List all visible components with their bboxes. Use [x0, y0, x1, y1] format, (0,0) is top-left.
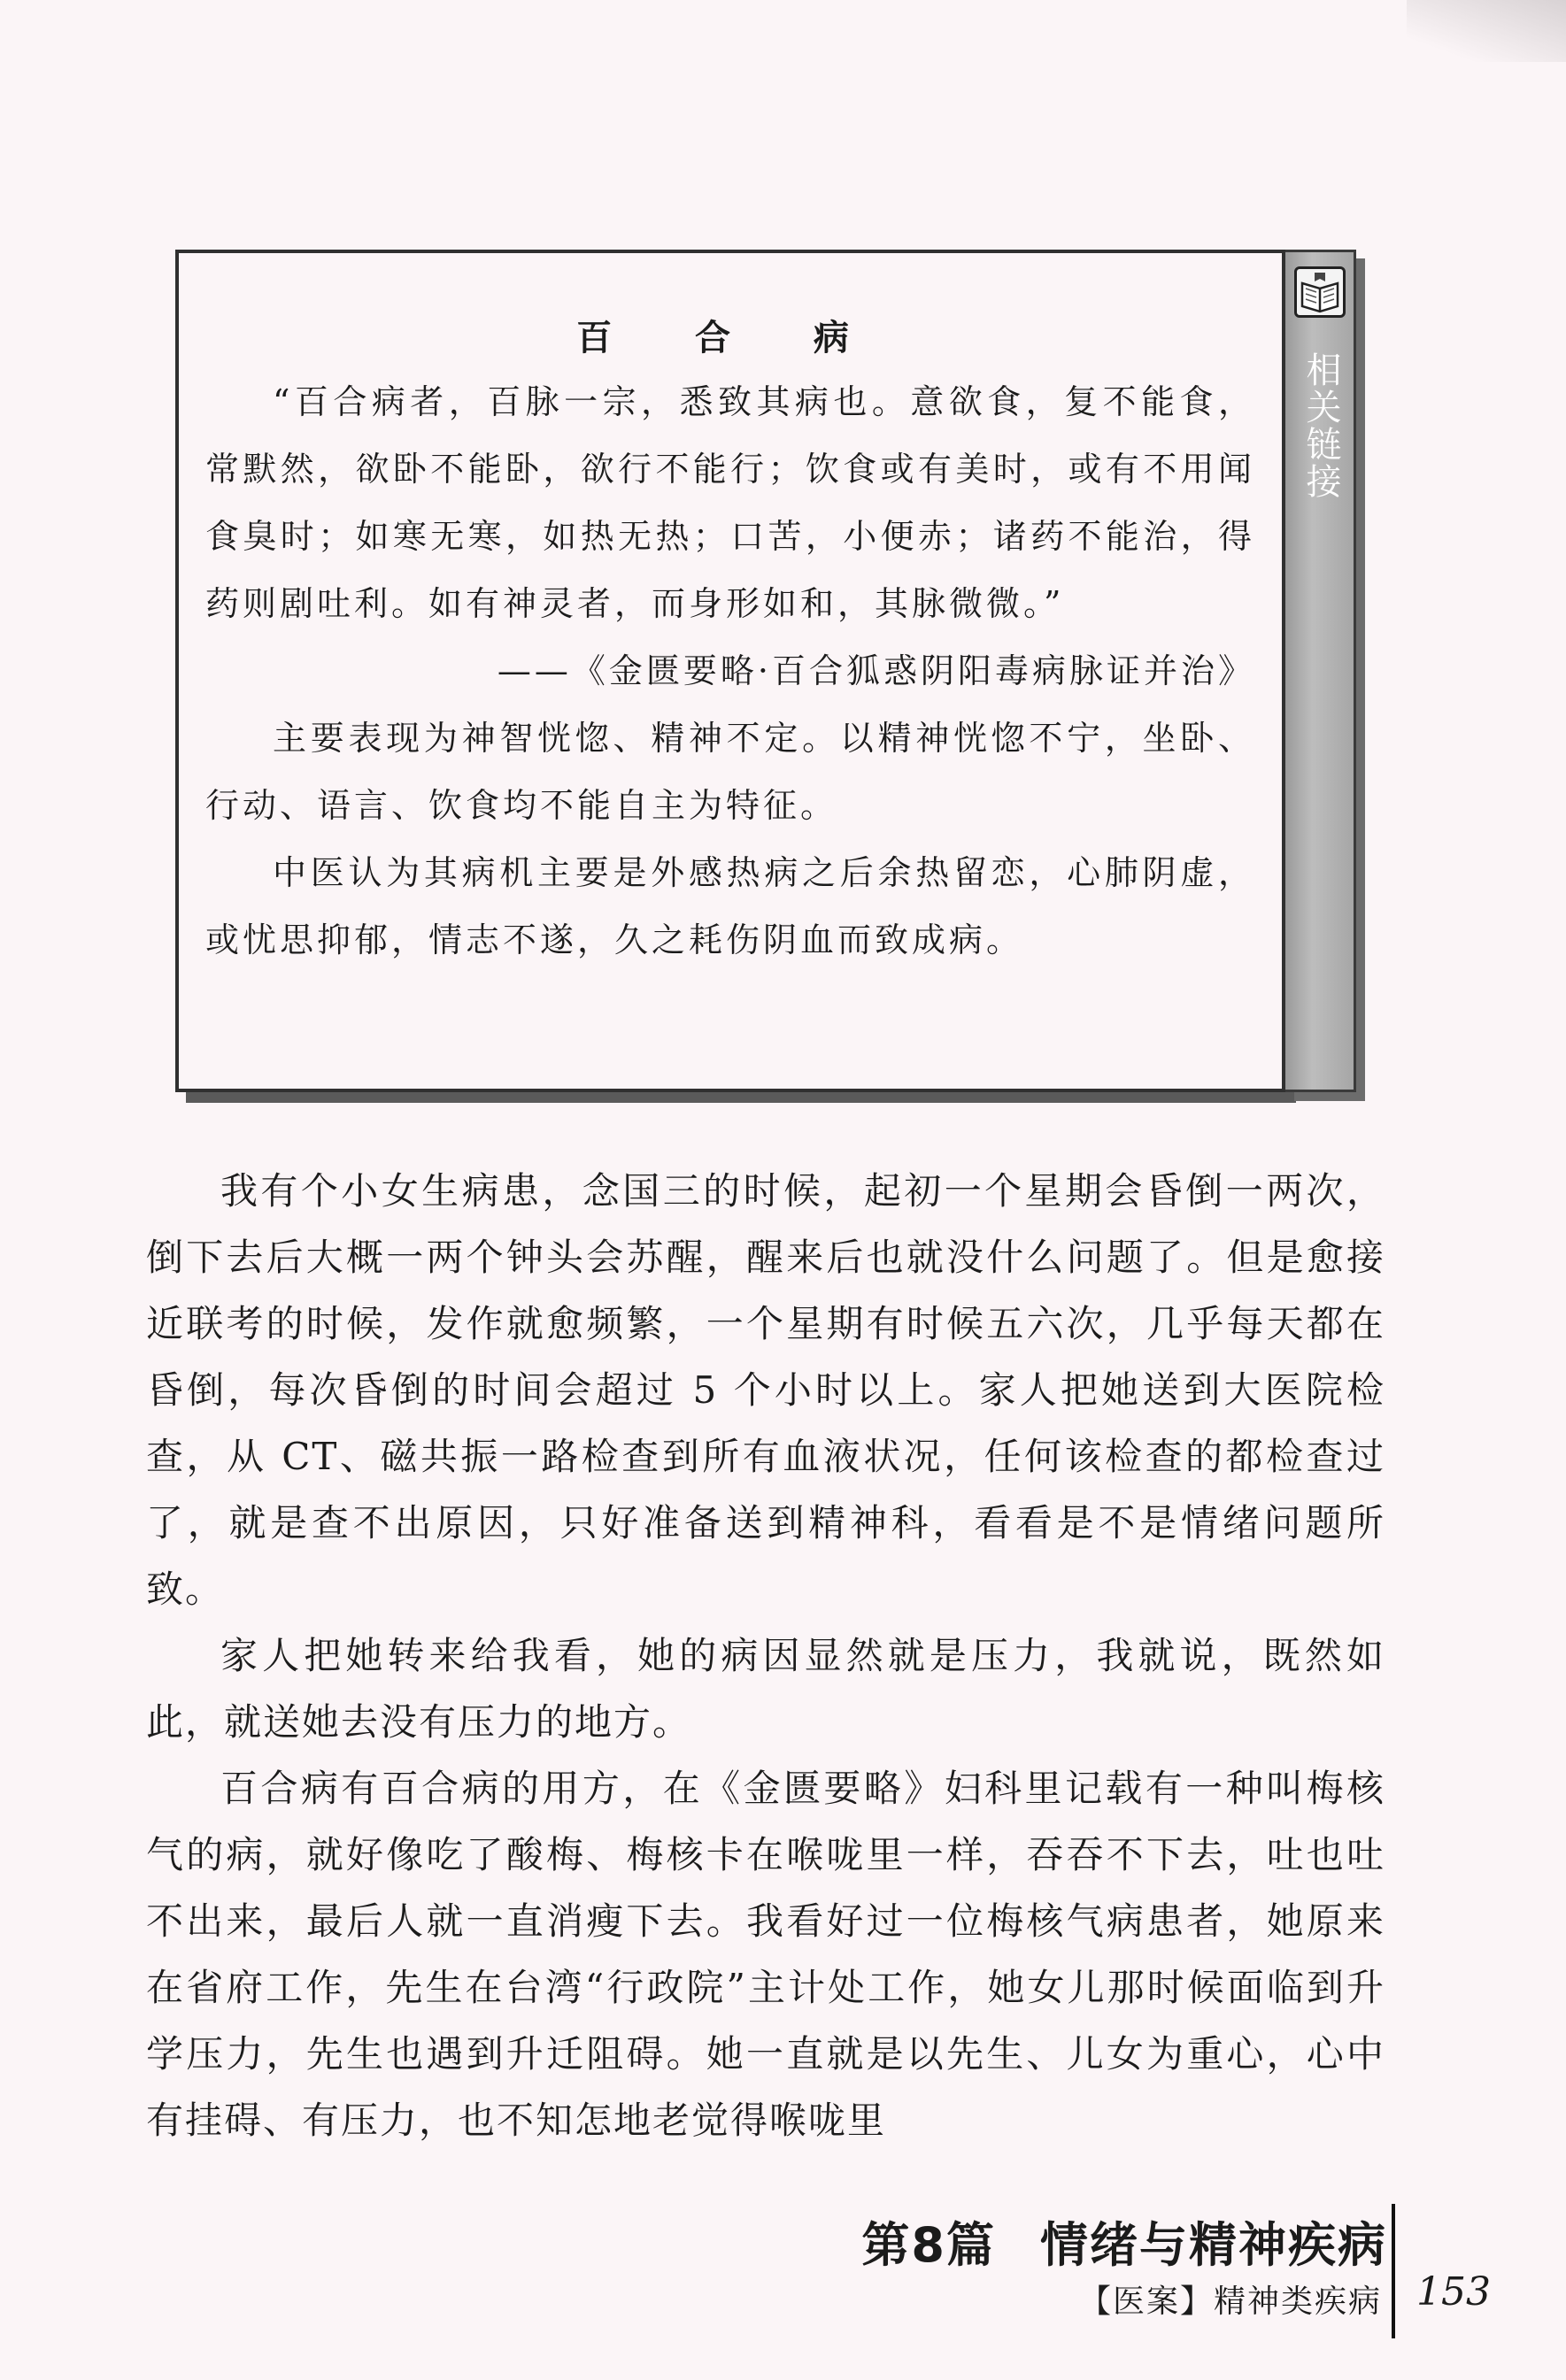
book-icon [1294, 266, 1346, 318]
related-link-box [175, 250, 1285, 1092]
classic-quote: “百合病者，百脉一宗，悉致其病也。意欲食，复不能食，常默然，欲卧不能卧，欲行不能行；饮食或有美时，或有不用闻食臭时；如寒无寒，如热无热；口苦，小便赤；诸药不能治，得药则剧吐利。如有神灵者，而身形如和，其脉微微。” [205, 382, 1255, 623]
page-number: 153 [1416, 2269, 1491, 2315]
pathogenesis-description: 中医认为其病机主要是外感热病之后余热留恋，心肺阴虚，或忧思抑郁，情志不遂，久之耗伤阴血而致成病。 [205, 853, 1255, 959]
related-link-tab [1285, 250, 1356, 1092]
body-paragraph: 百合病有百合病的用方，在《金匮要略》妇科里记载有一种叫梅核气的病，就好像吃了酸梅、梅核卡在喉咙里一样，吞吞不下去，吐也吐不出来，最后人就一直消瘦下去。我看好过一位梅核气病患者，她原来在省府工作，先生在台湾“行政院”主计处工作，她女儿那时候面临到升学压力，先生也遇到升迁阻碍。她一直就是以先生、儿女为重心，心中有挂碍、有压力，也不知怎地老觉得喉咙里 [146, 1767, 1385, 2142]
quote-citation: ——《金匮要略·百合狐惑阴阳毒病脉证并治》 [497, 651, 1255, 690]
page-corner-shadow [1407, 0, 1566, 62]
chapter-title [861, 2207, 1387, 2276]
box-title: 百 合 病 [576, 318, 884, 358]
body-paragraph: 我有个小女生病患，念国三的时候，起初一个星期会昏倒一两次，倒下去后大概一两个钟头会苏醒，醒来后也就没什么问题了。但是愈接近联考的时候，发作就愈频繁，一个星期有时候五六次，几乎每天都在昏倒，每次昏倒的时间会超过 5 个小时以上。家人把她送到大医院检查，从 CT、磁共振一路检查到所有血液状况，任何该检查的都检查过了，就是查不出原因，只好准备送到精神科，看看是不是情绪问题所致。 [146, 1169, 1385, 1611]
related-link-content [205, 315, 1255, 974]
section-label: 【医案】精神类疾病 [1078, 2284, 1382, 2320]
chapter-name: 情绪与精神疾病 [1040, 2217, 1387, 2273]
symptom-description: 主要表现为神智恍惚、精神不定。以精神恍惚不宁，坐卧、行动、语言、饮食均不能自主为特征。 [205, 719, 1255, 825]
body-paragraph: 家人把她转来给我看，她的病因显然就是压力，我就说，既然如此，就送她去没有压力的地方。 [146, 1634, 1385, 1744]
tab-label: 相关链接 [1300, 351, 1341, 500]
main-body-text [146, 1158, 1385, 2153]
footer-divider [1392, 2204, 1395, 2338]
chapter-number: 第8篇 [861, 2217, 996, 2273]
